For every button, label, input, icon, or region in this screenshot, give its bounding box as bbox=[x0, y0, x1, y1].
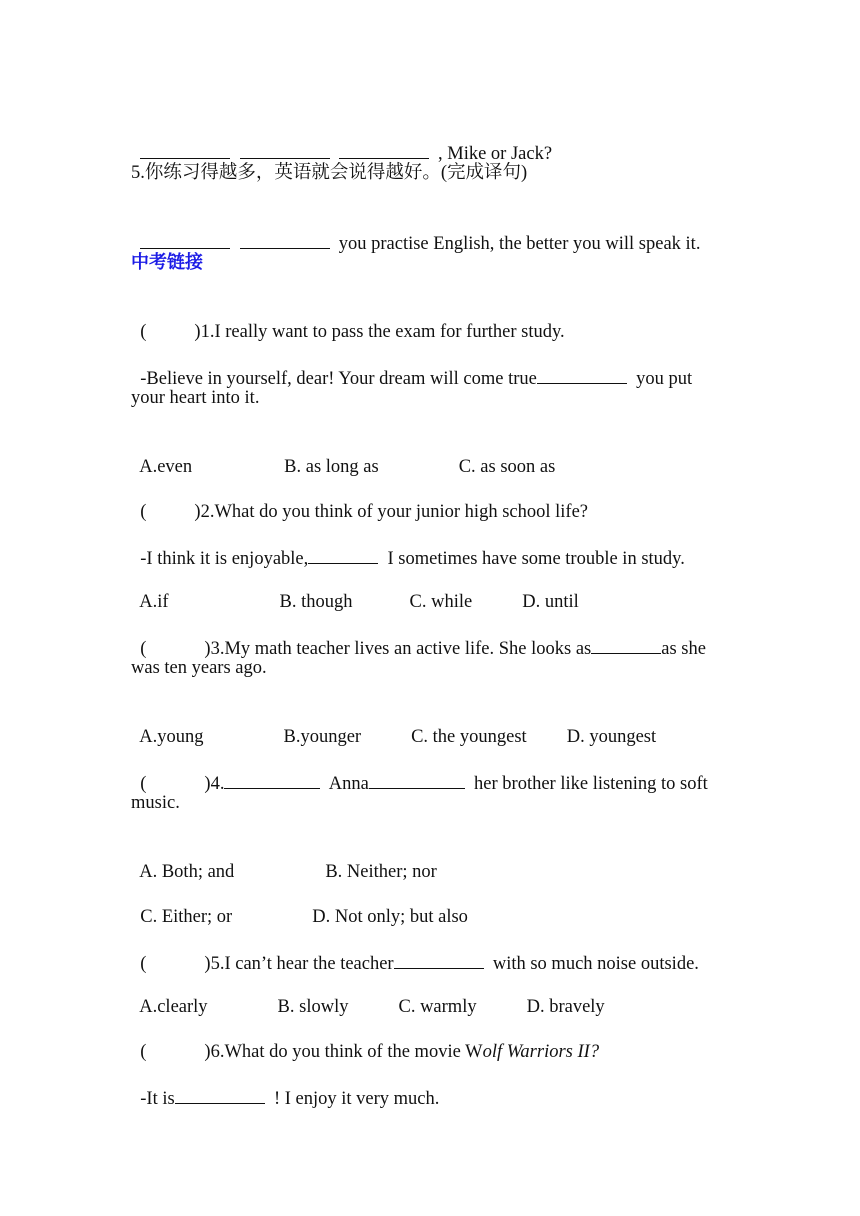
mc-5-options bbox=[131, 971, 605, 1019]
option-d: D. youngest bbox=[566, 727, 657, 747]
question-text: )2.What do you think of your junior high school life? bbox=[194, 502, 588, 522]
answer-blank[interactable] bbox=[394, 950, 484, 969]
reply-text: -I think it is enjoyable, bbox=[140, 549, 309, 569]
reply-text: -Believe in yourself, dear! Your dream will come true bbox=[140, 369, 537, 389]
fill-line-1 bbox=[131, 116, 552, 166]
answer-blank[interactable] bbox=[369, 770, 465, 789]
open-paren: ( bbox=[140, 774, 147, 794]
mc-question-5 bbox=[131, 926, 699, 976]
mc-question-3 bbox=[131, 611, 706, 661]
question-text: Anna bbox=[328, 774, 369, 794]
open-paren: ( bbox=[140, 322, 147, 342]
option-b: B. slowly bbox=[277, 997, 349, 1017]
mc-1-reply bbox=[131, 341, 692, 391]
line-text: , Mike or Jack? bbox=[438, 144, 553, 164]
reply-text: I sometimes have some trouble in study. bbox=[387, 549, 685, 569]
mc-6-reply bbox=[131, 1061, 439, 1111]
answer-blank[interactable] bbox=[537, 365, 627, 384]
section-heading: 中考链接 bbox=[131, 252, 203, 273]
question-5-prompt: 5.你练习得越多，英语就会说得越好。(完成译句) bbox=[131, 163, 528, 183]
option-a: A.even bbox=[139, 457, 193, 477]
question-text: )1.I really want to pass the exam for further study. bbox=[194, 322, 565, 342]
mc-1-options bbox=[131, 431, 555, 479]
open-paren: ( bbox=[140, 502, 147, 522]
option-b: B. though bbox=[279, 592, 353, 612]
option-b: B.younger bbox=[283, 727, 362, 747]
mc-2-options bbox=[131, 566, 579, 614]
question-text: with so much noise outside. bbox=[492, 954, 699, 974]
option-d: D. until bbox=[522, 592, 579, 612]
reply-text: ! I enjoy it very much. bbox=[273, 1089, 440, 1109]
mc-question-6 bbox=[131, 1016, 599, 1064]
mc-4-options-row1 bbox=[131, 836, 437, 884]
option-d: D. bravely bbox=[526, 997, 605, 1017]
option-c: C. while bbox=[409, 592, 473, 612]
answer-blank[interactable] bbox=[175, 1085, 265, 1104]
option-b: B. Neither; nor bbox=[325, 862, 437, 882]
answer-blank[interactable] bbox=[240, 140, 330, 159]
option-c: C. the youngest bbox=[411, 727, 527, 747]
answer-blank[interactable] bbox=[339, 140, 429, 159]
question-text: )4. bbox=[204, 774, 225, 794]
option-b: B. as long as bbox=[284, 457, 379, 477]
mc-4-cont: music. bbox=[131, 793, 180, 813]
option-a: A.young bbox=[139, 727, 204, 747]
question-5-answer-line bbox=[131, 206, 700, 256]
answer-blank[interactable] bbox=[240, 230, 330, 249]
mc-3-options bbox=[131, 701, 656, 749]
line-text: you practise English, the better you will speak it. bbox=[338, 234, 701, 254]
mc-question-4 bbox=[131, 746, 708, 796]
open-paren: ( bbox=[140, 954, 147, 974]
movie-title-italic: olf Warriors II? bbox=[482, 1042, 600, 1062]
option-c: C. as soon as bbox=[458, 457, 556, 477]
option-a: A.if bbox=[139, 592, 169, 612]
open-paren: ( bbox=[140, 1042, 147, 1062]
mc-3-cont: was ten years ago. bbox=[131, 658, 267, 678]
question-text: )5.I can’t hear the teacher bbox=[204, 954, 394, 974]
mc-question-2 bbox=[131, 476, 588, 524]
mc-4-options-row2 bbox=[131, 881, 468, 929]
option-a: A.clearly bbox=[139, 997, 208, 1017]
option-a: A. Both; and bbox=[139, 862, 235, 882]
answer-blank[interactable] bbox=[308, 545, 378, 564]
answer-blank[interactable] bbox=[224, 770, 320, 789]
mc-1-reply-cont: your heart into it. bbox=[131, 388, 260, 408]
mc-2-reply bbox=[131, 521, 685, 571]
option-c: C. warmly bbox=[398, 997, 477, 1017]
answer-blank[interactable] bbox=[140, 140, 230, 159]
question-text: )6.What do you think of the movie W bbox=[204, 1042, 483, 1062]
question-text: her brother like listening to soft bbox=[474, 774, 708, 794]
question-text: )3.My math teacher lives an active life. She looks as bbox=[204, 639, 592, 659]
option-c: C. Either; or bbox=[140, 907, 233, 927]
answer-blank[interactable] bbox=[591, 635, 661, 654]
reply-text: you put bbox=[636, 369, 693, 389]
mc-question-1 bbox=[131, 296, 565, 344]
question-text: as she bbox=[661, 639, 706, 659]
option-d: D. Not only; but also bbox=[312, 907, 468, 927]
reply-text: -It is bbox=[140, 1089, 175, 1109]
answer-blank[interactable] bbox=[140, 230, 230, 249]
open-paren: ( bbox=[140, 639, 147, 659]
